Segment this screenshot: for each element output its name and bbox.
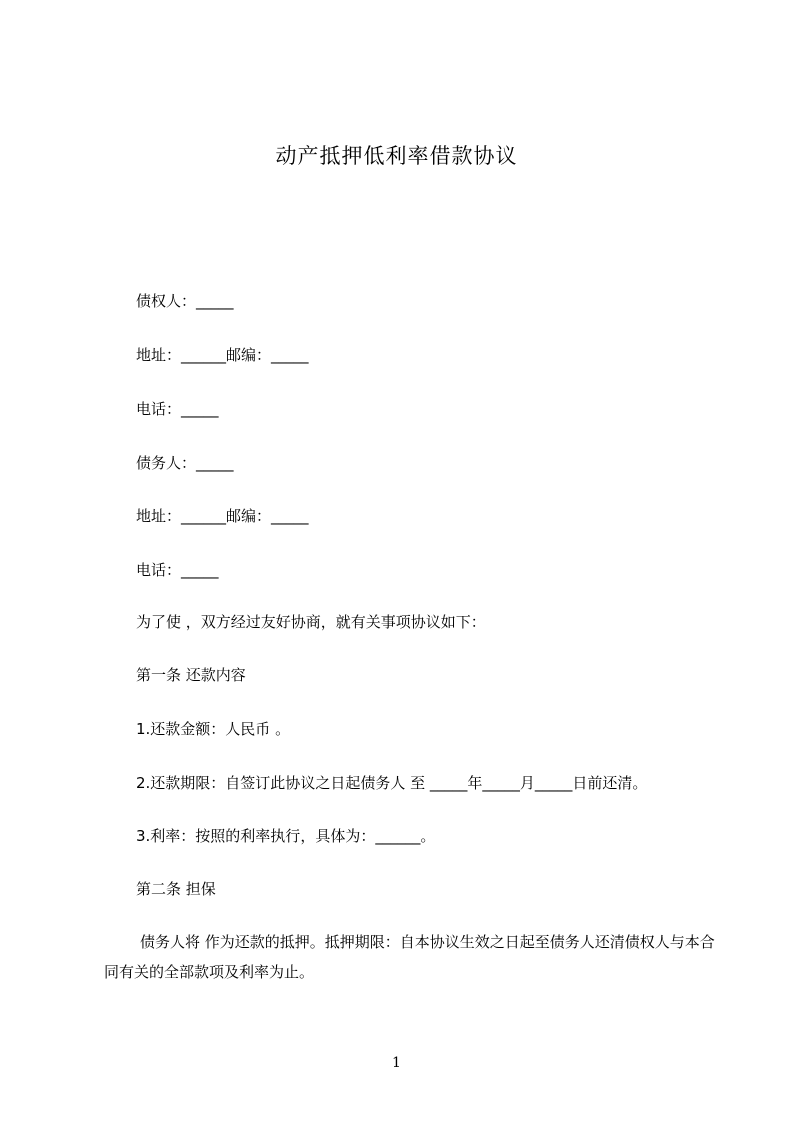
document-title: 动产抵押低利率借款协议	[275, 144, 518, 168]
interest-rate-line: 3.利率：按照的利率执行，具体为：______。	[136, 827, 436, 845]
preamble-line: 为了使 ，双方经过友好协商，就有关事项协议如下：	[136, 613, 486, 631]
repayment-term-line: 2.还款期限：自签订此协议之日起债务人 至 _____年_____月_____日前还清。	[136, 774, 648, 792]
page-number: 1	[392, 1055, 401, 1071]
debtor-phone-line: 电话：_____	[136, 561, 219, 579]
article-one-heading: 第一条 还款内容	[136, 666, 246, 684]
debtor-address-line: 地址：______邮编：_____	[136, 507, 309, 525]
debtor-line: 债务人：_____	[136, 454, 234, 472]
article-two-heading: 第二条 担保	[136, 880, 216, 898]
repayment-amount-line: 1.还款金额：人民币 。	[136, 720, 291, 738]
creditor-phone-line: 电话：_____	[136, 400, 219, 418]
creditor-address-line: 地址：______邮编：_____	[136, 346, 309, 364]
guarantee-paragraph: 债务人将 作为还款的抵押。抵押期限：自本协议生效之日起至债务人还清债权人与本合同有关的全部款项及利率为止。	[104, 933, 715, 981]
creditor-line: 债权人：_____	[136, 292, 234, 310]
